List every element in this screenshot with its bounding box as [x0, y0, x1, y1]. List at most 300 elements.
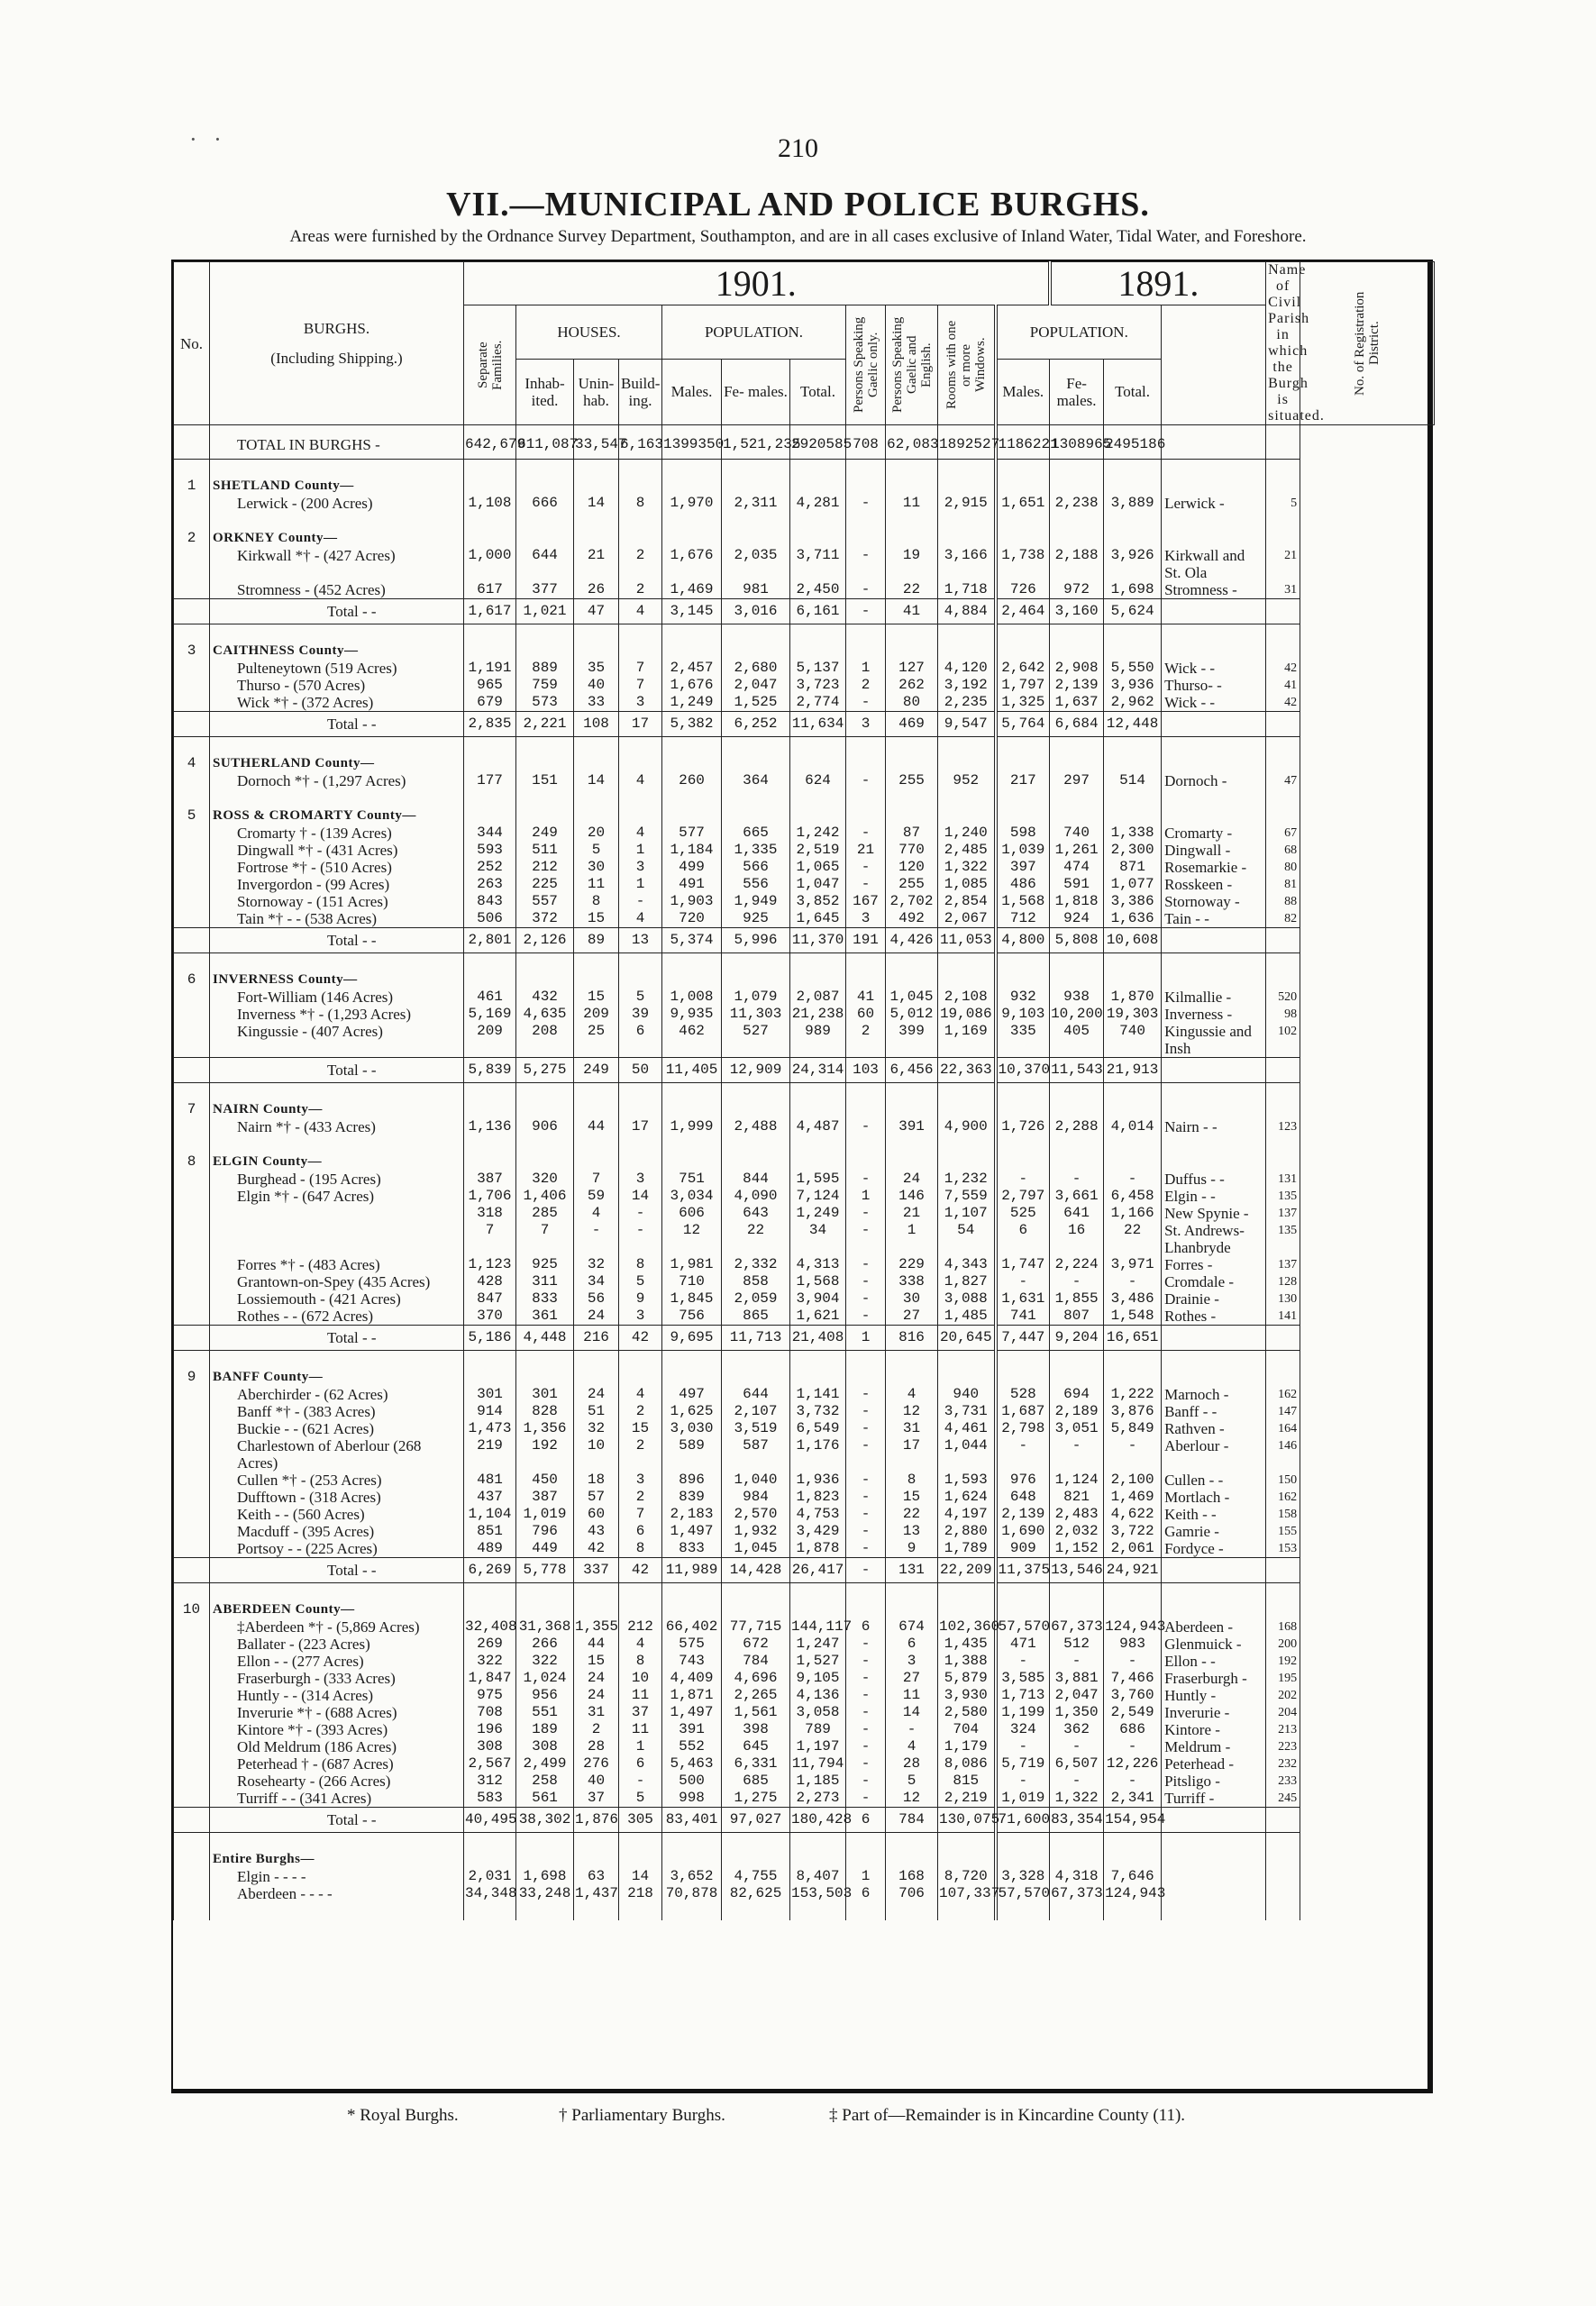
cell-gaelic-only	[846, 460, 886, 496]
burgh-row	[174, 1704, 1435, 1721]
cell-no	[174, 495, 210, 512]
cell-total-1891: 3,486	[1104, 1290, 1162, 1308]
cell-total	[790, 953, 846, 989]
cell-total-1891	[1104, 737, 1162, 773]
cell-males: 9,695	[662, 1326, 722, 1351]
cell-no	[174, 660, 210, 677]
cell-families: 219	[464, 1437, 516, 1472]
cell-rooms: 952	[938, 772, 996, 789]
cell-females: 984	[722, 1489, 790, 1506]
cell-total-1891: -	[1104, 1437, 1162, 1472]
cell-males-1891: 6	[996, 1222, 1050, 1256]
cell-total: 1,185	[790, 1773, 846, 1790]
cell-females: 2,059	[722, 1290, 790, 1308]
cell-parish: Dornoch -	[1162, 772, 1266, 789]
cell-total-1891: 1,077	[1104, 876, 1162, 893]
cell-gaelic-english: 469	[886, 712, 938, 737]
cell-gaelic-english: 1,045	[886, 989, 938, 1006]
cell-registration	[1266, 1885, 1300, 1902]
cell-rooms: 2,485	[938, 842, 996, 859]
cell-no	[174, 1653, 210, 1670]
cell-males-1891: -	[996, 1437, 1050, 1472]
cell-inhabited: 5,778	[516, 1558, 574, 1583]
header-rooms-label: Rooms with one or more Windows.	[944, 320, 988, 410]
cell-families: 7	[464, 1222, 516, 1256]
cell-families: 481	[464, 1472, 516, 1489]
cell-females: 1,932	[722, 1523, 790, 1540]
cell-building: 8	[619, 1653, 662, 1670]
cell-females: 858	[722, 1273, 790, 1290]
burgh-row	[174, 660, 1435, 677]
cell-gaelic-only: -	[846, 1222, 886, 1256]
cell-gaelic-english: 19	[886, 547, 938, 581]
page-title: VII.—MUNICIPAL AND POLICE BURGHS.	[446, 186, 1150, 223]
cell-males	[662, 1583, 722, 1619]
cell-males-1891: 1,687	[996, 1403, 1050, 1420]
cell-registration: 223	[1266, 1738, 1300, 1755]
cell-females: 672	[722, 1636, 790, 1653]
cell-burgh-name: Aberdeen - - - -	[210, 1885, 464, 1902]
cell-total	[790, 789, 846, 825]
grand-total-label: TOTAL IN BURGHS -	[210, 425, 464, 460]
cell-total-1891: 16,651	[1104, 1326, 1162, 1351]
cell-total: 4,136	[790, 1687, 846, 1704]
cell-families: 301	[464, 1386, 516, 1403]
cell-total-1891: 1,222	[1104, 1386, 1162, 1403]
cell-total	[790, 1583, 846, 1619]
cell-gaelic-only: -	[846, 1290, 886, 1308]
cell-inhabited: 557	[516, 893, 574, 910]
cell-females: 527	[722, 1023, 790, 1058]
cell-gaelic-english	[886, 624, 938, 661]
cell-rooms: 1,485	[938, 1308, 996, 1326]
cell-families: 2,031	[464, 1868, 516, 1885]
burgh-row	[174, 1006, 1435, 1023]
cell-no	[174, 1790, 210, 1808]
cell-females: 11,303	[722, 1006, 790, 1023]
cell-females: 2,488	[722, 1118, 790, 1135]
cell-no	[174, 825, 210, 842]
cell-gaelic-english: 4	[886, 1738, 938, 1755]
burgh-row	[174, 825, 1435, 842]
cell-females-1891	[1050, 512, 1104, 547]
cell-families: 428	[464, 1273, 516, 1290]
cell-building: 3	[619, 859, 662, 876]
cell-total: 2,450	[790, 581, 846, 599]
cell-gaelic-only: 1	[846, 660, 886, 677]
cell-parish	[1162, 1868, 1266, 1885]
cell-building	[619, 460, 662, 496]
cell-gaelic-only: -	[846, 1420, 886, 1437]
cell-males: 1,008	[662, 989, 722, 1006]
cell-burgh-name: SHETLAND County—	[210, 460, 464, 496]
cell-rooms: 9,547	[938, 712, 996, 737]
cell-males: 1,497	[662, 1523, 722, 1540]
cell-parish: Aberdeen -	[1162, 1618, 1266, 1636]
cell-burgh-name: Keith - - (560 Acres)	[210, 1506, 464, 1523]
cell-gaelic-english: 27	[886, 1670, 938, 1687]
cell-gaelic-english: 8	[886, 1472, 938, 1489]
cell-no	[174, 1118, 210, 1135]
cell-males: 998	[662, 1790, 722, 1808]
burgh-row	[174, 1420, 1435, 1437]
cell-burgh-name: Rothes - - (672 Acres)	[210, 1308, 464, 1326]
cell-inhabited: 925	[516, 1256, 574, 1273]
cell-building: 7	[619, 1506, 662, 1523]
cell-inhabited: 2,499	[516, 1755, 574, 1773]
cell-total: 1,878	[790, 1540, 846, 1558]
cell-gaelic-english: 131	[886, 1558, 938, 1583]
cell-total: 144,117	[791, 1618, 853, 1635]
cell-total	[790, 1135, 846, 1171]
cell-females-1891: 821	[1050, 1489, 1104, 1506]
cell-total: 24,314	[790, 1058, 846, 1083]
cell-registration: 102	[1266, 1023, 1300, 1058]
cell-building: 3	[619, 1308, 662, 1326]
cell-uninhabited: 31	[574, 1704, 619, 1721]
cell-parish: Elgin - -	[1162, 1188, 1266, 1205]
cell-uninhabited: 15	[574, 1653, 619, 1670]
cell-parish: Forres -	[1162, 1256, 1266, 1273]
cell-building	[619, 1351, 662, 1387]
header-gaelic-english	[886, 305, 938, 425]
cell-uninhabited: 34	[574, 1273, 619, 1290]
cell-gaelic-only: -	[846, 1403, 886, 1420]
cell-females-1891: 641	[1050, 1205, 1104, 1222]
header-rooms	[938, 305, 996, 425]
cell-registration: 200	[1266, 1636, 1300, 1653]
cell-inhabited	[516, 1833, 574, 1869]
cell-males-1891: 335	[996, 1023, 1050, 1058]
cell-building	[619, 624, 662, 661]
cell-inhabited	[516, 460, 574, 496]
cell-registration: 137	[1266, 1256, 1300, 1273]
cell-gaelic-english: 168	[886, 1868, 938, 1885]
cell-females-1891: 1308965	[1050, 425, 1104, 460]
cell-inhabited: 449	[516, 1540, 574, 1558]
cell-burgh-name: Total - -	[210, 1058, 464, 1083]
cell-uninhabited: 14	[574, 772, 619, 789]
cell-registration	[1266, 460, 1300, 496]
cell-burgh-name: Invergordon - (99 Acres)	[210, 876, 464, 893]
cell-inhabited: 258	[516, 1773, 574, 1790]
cell-registration	[1266, 1833, 1300, 1869]
cell-total: 1,595	[790, 1171, 846, 1188]
cell-total-1891: 3,386	[1104, 893, 1162, 910]
cell-rooms: 54	[938, 1222, 996, 1256]
cell-males	[662, 1833, 722, 1869]
cell-burgh-name: Stornoway - (151 Acres)	[210, 893, 464, 910]
cell-families: 252	[464, 859, 516, 876]
cell-gaelic-english: 255	[886, 876, 938, 893]
cell-males-1891: 486	[996, 876, 1050, 893]
cell-rooms: 7,559	[938, 1188, 996, 1205]
cell-gaelic-english: 816	[886, 1326, 938, 1351]
cell-uninhabited: 57	[574, 1489, 619, 1506]
cell-burgh-name: Dufftown - (318 Acres)	[210, 1489, 464, 1506]
cell-families	[464, 953, 516, 989]
cell-families	[464, 1833, 516, 1869]
county-header-row	[174, 1351, 1435, 1387]
cell-total: 3,852	[790, 893, 846, 910]
cell-burgh-name: Burghead - (195 Acres)	[210, 1171, 464, 1188]
county-header-row	[174, 1833, 1435, 1869]
cell-parish: Cullen - -	[1162, 1472, 1266, 1489]
cell-males-1891: -	[996, 1653, 1050, 1670]
cell-gaelic-only	[846, 789, 886, 825]
cell-families	[464, 624, 516, 661]
cell-building: 4	[619, 910, 662, 928]
cell-gaelic-only: 6	[846, 1808, 886, 1833]
cell-females-1891: 807	[1050, 1308, 1104, 1326]
cell-gaelic-english: 127	[886, 660, 938, 677]
cell-building: -	[619, 893, 662, 910]
cell-no	[174, 1326, 210, 1351]
cell-burgh-name: ‡Aberdeen *† - (5,869 Acres)	[210, 1618, 464, 1636]
cell-uninhabited	[574, 789, 619, 825]
cell-no: 7	[174, 1083, 210, 1119]
cell-females: 2,035	[722, 547, 790, 581]
cell-males: 1,625	[662, 1403, 722, 1420]
cell-families: 914	[464, 1403, 516, 1420]
filler-cell	[1266, 1902, 1300, 1920]
cell-uninhabited	[574, 460, 619, 496]
cell-rooms: 130,075	[938, 1808, 996, 1833]
cell-inhabited: 1,021	[516, 599, 574, 624]
cell-total	[790, 1351, 846, 1387]
burgh-row	[174, 1540, 1435, 1558]
cell-rooms: 2,915	[938, 495, 996, 512]
county-header-row	[174, 624, 1435, 661]
cell-burgh-name: Peterhead † - (687 Acres)	[210, 1755, 464, 1773]
cell-gaelic-only: 41	[846, 989, 886, 1006]
cell-males: 896	[662, 1472, 722, 1489]
header-separate-families	[464, 305, 516, 425]
cell-inhabited: 311	[516, 1273, 574, 1290]
burgh-row	[174, 495, 1435, 512]
footnote-part: ‡ Part of—Remainder is in Kincardine County (11).	[829, 2106, 1186, 2125]
cell-males-1891	[996, 1135, 1050, 1171]
cell-total: 6,161	[790, 599, 846, 624]
cell-females: 4,755	[722, 1868, 790, 1885]
cell-registration	[1266, 1351, 1300, 1387]
cell-registration: 82	[1266, 910, 1300, 928]
cell-rooms: 4,884	[938, 599, 996, 624]
cell-building: 1	[619, 842, 662, 859]
cell-females: 587	[722, 1437, 790, 1472]
cell-burgh-name: Lerwick - (200 Acres)	[210, 495, 464, 512]
cell-females-1891: 10,200	[1051, 1006, 1103, 1022]
cell-females-1891	[1050, 789, 1104, 825]
cell-males: 1,676	[662, 547, 722, 581]
cell-gaelic-only: -	[846, 694, 886, 712]
cell-building: 212	[619, 1618, 662, 1636]
county-total-row	[174, 1808, 1435, 1833]
cell-females: 22	[722, 1222, 790, 1256]
filler-cell	[1162, 1902, 1266, 1920]
cell-gaelic-english	[886, 1083, 938, 1119]
header-uninhabited: Unin- hab.	[574, 359, 619, 424]
cell-no	[174, 1738, 210, 1755]
cell-uninhabited	[574, 1083, 619, 1119]
burgh-row	[174, 547, 1435, 581]
cell-parish	[1162, 1351, 1266, 1387]
cell-building: 14	[619, 1868, 662, 1885]
cell-gaelic-only: 1	[846, 1326, 886, 1351]
burgh-row	[174, 1868, 1435, 1885]
cell-burgh-name: INVERNESS County—	[210, 953, 464, 989]
burgh-row	[174, 1773, 1435, 1790]
cell-total-1891: 10,608	[1104, 928, 1162, 953]
cell-females-1891: 694	[1050, 1386, 1104, 1403]
cell-uninhabited: 40	[574, 677, 619, 694]
cell-registration: 31	[1266, 581, 1300, 599]
cell-uninhabited: 26	[574, 581, 619, 599]
cell-no	[174, 876, 210, 893]
cell-females-1891	[1050, 1135, 1104, 1171]
cell-uninhabited: 44	[574, 1636, 619, 1653]
cell-total: 3,732	[790, 1403, 846, 1420]
cell-families: 2,835	[464, 712, 516, 737]
cell-females: 685	[722, 1773, 790, 1790]
burgh-row	[174, 989, 1435, 1006]
cell-families: 506	[464, 910, 516, 928]
cell-rooms: 107,337	[939, 1885, 1000, 1901]
cell-females-1891: 13,546	[1050, 1558, 1104, 1583]
cell-families: 975	[464, 1687, 516, 1704]
county-header-row	[174, 1083, 1435, 1119]
cell-males-1891: 1,568	[996, 893, 1050, 910]
cell-gaelic-english	[886, 737, 938, 773]
cell-rooms: 3,731	[938, 1403, 996, 1420]
cell-females	[722, 737, 790, 773]
cell-inhabited: 208	[516, 1023, 574, 1058]
cell-total-1891	[1104, 1135, 1162, 1171]
cell-parish: Turriff -	[1162, 1790, 1266, 1808]
burgh-row	[174, 1790, 1435, 1808]
cell-females: 11,713	[722, 1326, 790, 1351]
cell-gaelic-english	[886, 1351, 938, 1387]
cell-parish: Stornoway -	[1162, 893, 1266, 910]
cell-females: 645	[722, 1738, 790, 1755]
cell-building: 1	[619, 1738, 662, 1755]
grand-total-row	[174, 425, 1435, 460]
cell-total-1891	[1104, 460, 1162, 496]
cell-no	[174, 1523, 210, 1540]
cell-males: 70,878	[662, 1885, 722, 1902]
cell-gaelic-english: 6,456	[886, 1058, 938, 1083]
cell-rooms	[938, 460, 996, 496]
cell-females-1891	[1050, 1833, 1104, 1869]
cell-registration	[1266, 512, 1300, 547]
cell-families: 370	[464, 1308, 516, 1326]
cell-females-1891	[1050, 1583, 1104, 1619]
cell-uninhabited: 32	[574, 1256, 619, 1273]
cell-females-1891: 3,881	[1050, 1670, 1104, 1687]
cell-no: 9	[174, 1351, 210, 1387]
cell-no	[174, 1308, 210, 1326]
cell-inhabited	[516, 1083, 574, 1119]
burgh-row	[174, 1256, 1435, 1273]
cell-burgh-name: Portsoy - - (225 Acres)	[210, 1540, 464, 1558]
cell-gaelic-only: -	[846, 1790, 886, 1808]
cell-total-1891: 3,876	[1104, 1403, 1162, 1420]
cell-parish	[1162, 789, 1266, 825]
cell-males: 4,409	[662, 1670, 722, 1687]
cell-inhabited: 2,221	[516, 712, 574, 737]
cell-gaelic-only: -	[846, 1256, 886, 1273]
burgh-row	[174, 1489, 1435, 1506]
cell-building	[619, 1135, 662, 1171]
cell-no	[174, 1256, 210, 1273]
cell-total-1891: 22	[1104, 1222, 1162, 1256]
cell-building: 4	[619, 825, 662, 842]
cell-males-1891: -	[996, 1738, 1050, 1755]
cell-total: 21,408	[790, 1326, 846, 1351]
cell-gaelic-only: -	[846, 859, 886, 876]
cell-gaelic-only: -	[846, 1205, 886, 1222]
cell-parish: Rosemarkie -	[1162, 859, 1266, 876]
cell-total-1891	[1104, 1083, 1162, 1119]
cell-males-1891: 525	[996, 1205, 1050, 1222]
cell-burgh-name: BANFF County—	[210, 1351, 464, 1387]
cell-inhabited: 387	[516, 1489, 574, 1506]
burgh-row	[174, 859, 1435, 876]
cell-rooms: 2,854	[938, 893, 996, 910]
cell-males-1891: 1186221	[996, 425, 1050, 460]
table-header	[174, 262, 1435, 425]
cell-total-1891: 686	[1104, 1721, 1162, 1738]
cell-total: 1,823	[790, 1489, 846, 1506]
cell-males: 497	[662, 1386, 722, 1403]
cell-registration: 5	[1266, 495, 1300, 512]
cell-females-1891: -	[1050, 1773, 1104, 1790]
cell-gaelic-only: -	[846, 1386, 886, 1403]
cell-inhabited: 573	[516, 694, 574, 712]
cell-inhabited: 7	[516, 1222, 574, 1256]
cell-uninhabited: 47	[574, 599, 619, 624]
cell-uninhabited: 59	[574, 1188, 619, 1205]
cell-total	[790, 1083, 846, 1119]
cell-inhabited: 212	[516, 859, 574, 876]
cell-females: 1,521,235	[722, 425, 790, 460]
cell-females	[722, 512, 790, 547]
cell-burgh-name: Ellon - - (277 Acres)	[210, 1653, 464, 1670]
cell-inhabited: 666	[516, 495, 574, 512]
cell-females: 865	[722, 1308, 790, 1326]
cell-no	[174, 1636, 210, 1653]
cell-building: 14	[619, 1188, 662, 1205]
cell-rooms: 22,209	[938, 1558, 996, 1583]
cell-males-1891: 71,600	[996, 1808, 1050, 1833]
filler-cell	[662, 1902, 722, 1920]
cell-females: 14,428	[722, 1558, 790, 1583]
cell-registration: 130	[1266, 1290, 1300, 1308]
cell-females: 1,949	[722, 893, 790, 910]
cell-rooms: 1,388	[938, 1653, 996, 1670]
cell-burgh-name: Dornoch *† - (1,297 Acres)	[210, 772, 464, 789]
cell-registration	[1266, 599, 1300, 624]
cell-inhabited: 1,024	[516, 1670, 574, 1687]
cell-gaelic-only: -	[846, 1773, 886, 1790]
cell-total: 2,273	[790, 1790, 846, 1808]
cell-parish	[1162, 1583, 1266, 1619]
cell-females-1891: 11,543	[1050, 1058, 1104, 1083]
cell-gaelic-english: 21	[886, 1205, 938, 1222]
cell-registration	[1266, 624, 1300, 661]
cell-no	[174, 1540, 210, 1558]
cell-total: 3,058	[790, 1704, 846, 1721]
